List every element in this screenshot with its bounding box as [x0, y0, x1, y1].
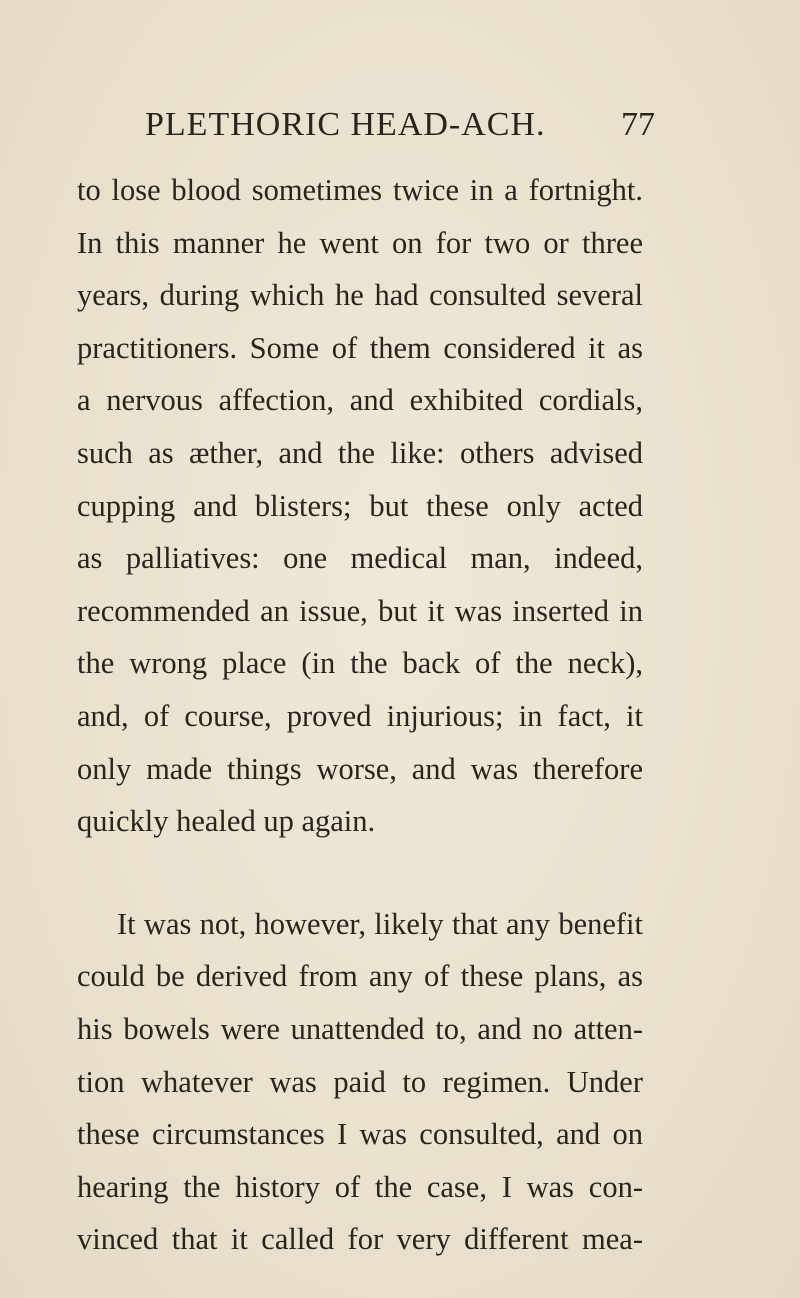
text-line: only made things worse, and was therefore	[77, 751, 643, 786]
text-line: cupping and blisters; but these only acted	[77, 488, 643, 523]
text-line: to lose blood sometimes twice in a fortnight.	[77, 173, 643, 207]
text-line: such as æther, and the like: others advised	[77, 435, 643, 470]
paragraph	[77, 164, 643, 848]
text-line: years, during which he had consulted several	[77, 278, 643, 313]
paragraph	[77, 898, 643, 1266]
text-line: the wrong place (in the back of the neck),	[77, 646, 643, 681]
text-line: a nervous affection, and exhibited cordials,	[77, 383, 643, 418]
body-text	[77, 164, 643, 1266]
text-line: It was not, however, likely that any benefit	[117, 906, 643, 941]
text-line: and, of course, proved injurious; in fact, it	[77, 698, 643, 733]
text-line: quickly healed up again.	[77, 804, 376, 839]
text-line: these circumstances I was consulted, and on	[77, 1117, 643, 1152]
text-line: In this manner he went on for two or three	[77, 225, 643, 260]
text-line: recommended an issue, but it was inserted in	[77, 593, 643, 628]
text-line: practitioners. Some of them considered it as	[77, 330, 643, 365]
text-line: vinced that it called for very different mea-	[77, 1222, 643, 1257]
text-line: tion whatever was paid to regimen. Under	[77, 1064, 643, 1099]
text-line: his bowels were unattended to, and no atten-	[77, 1011, 643, 1046]
page-number: 77	[621, 106, 655, 143]
running-title: PLETHORIC HEAD-ACH.	[145, 106, 546, 143]
running-head	[145, 106, 655, 150]
paragraph-spacer	[77, 848, 643, 898]
text-line: could be derived from any of these plans, as	[77, 959, 643, 994]
text-line: as palliatives: one medical man, indeed,	[77, 541, 643, 576]
text-line: hearing the history of the case, I was con-	[77, 1169, 643, 1204]
